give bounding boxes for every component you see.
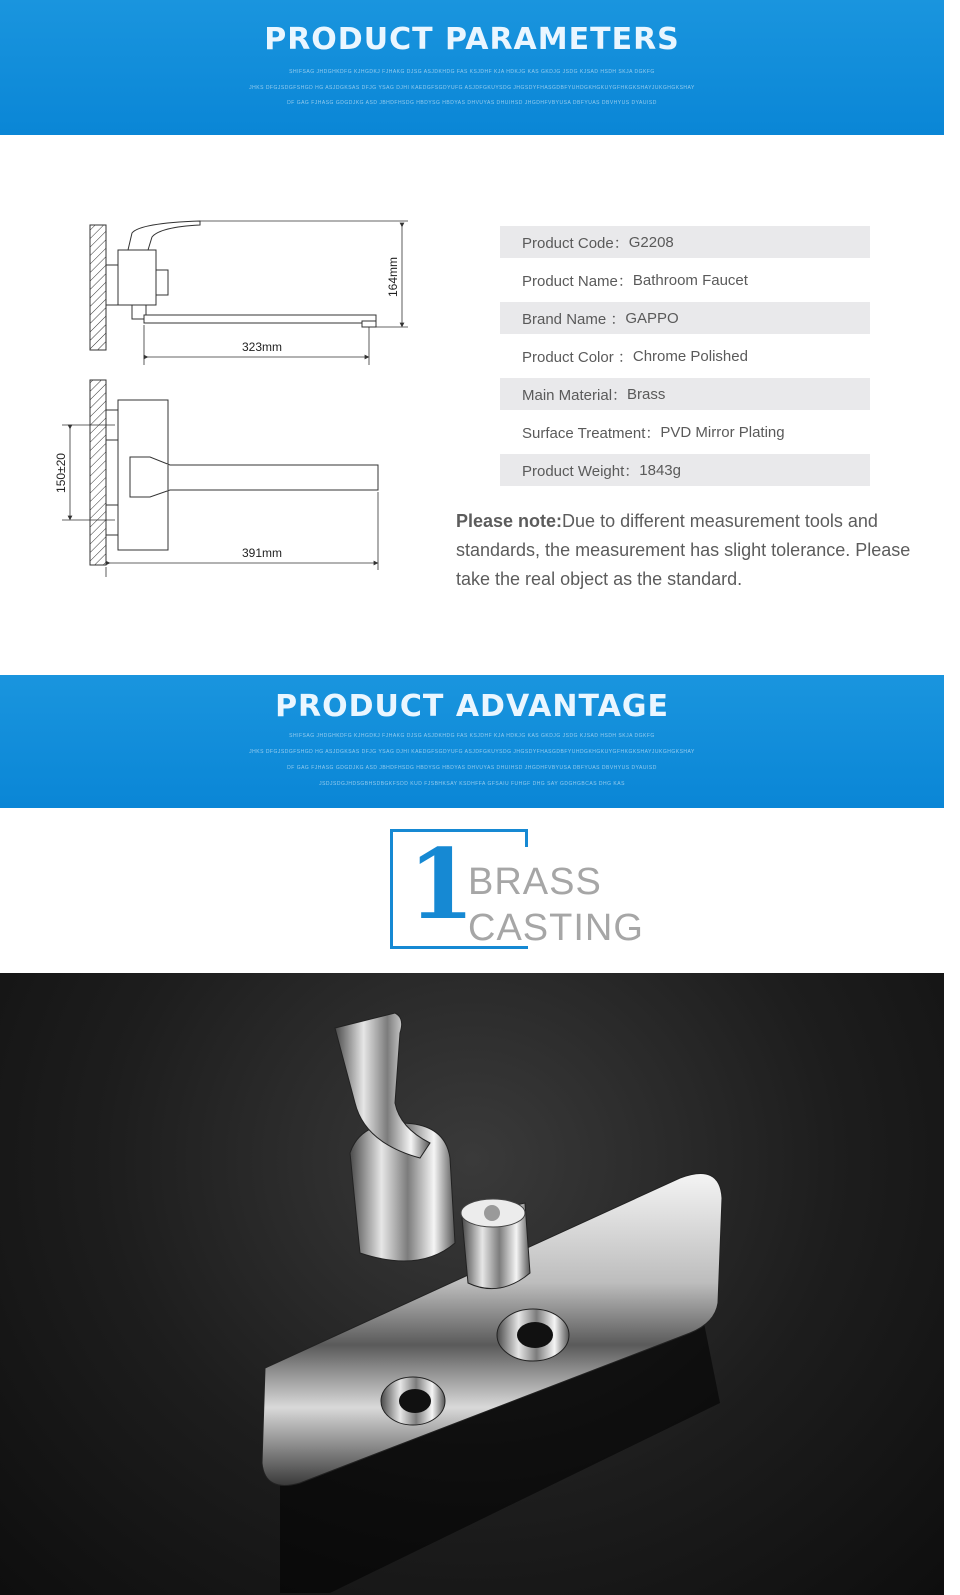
fine-print-line: DF GAG FJHASG GDGDJKG ASD JBHDFHSDG HBDYSG HBDYAS DHVUYAS DHUIHSD JHGDHFVBYUSA DBFYUAS DBVHYUS DYAUISD: [287, 765, 657, 771]
measurement-note: [456, 507, 916, 594]
advantage-heading: [390, 829, 650, 951]
product-parameters-banner: [0, 0, 944, 135]
param-row-product-code: [500, 226, 870, 258]
dimension-length-bottom-label: 391mm: [241, 546, 283, 560]
param-value: GAPPO: [625, 309, 679, 327]
fine-print-line: SHIFSAG JHDGHKDFG KJHGDKJ FJHAKG DJSG ASJDKHDG FAS KSJDHF KJA HDKJG KAS GKDJG JSDG KJSAD HSDH SKJA DGKFG: [289, 69, 655, 75]
dimension-length-top-label: 323mm: [241, 340, 283, 354]
param-value: G2208: [628, 233, 674, 251]
parameters-table: [500, 226, 870, 492]
fine-print-line: DF GAG FJHASG GDGDJKG ASD JBHDFHSDG HBDYSG HBDYAS DHVUYAS DHUIHSD JHGDHFVBYUSA DBFYUAS DBVHYUS DYAUISD: [287, 100, 657, 106]
advantage-number: 1: [408, 828, 475, 941]
param-label: Product Color ：: [522, 348, 633, 366]
param-row-product-name: [500, 264, 870, 296]
advantage-title: [468, 859, 644, 951]
section-title: PRODUCT PARAMETERS: [264, 22, 680, 57]
product-advantage-banner: [0, 675, 944, 808]
fine-print-line: JHKS DFGJSDGFSHGD HG ASJDGKSAS DFJG YSAG DJHI KAEDGFSGDYUFG ASJDFGKUYSDG JHGSDYFHASGDBFYUHDGKHGKUYGFHKGKSHAYJUKGHGKSHAY: [249, 749, 695, 755]
param-value: Brass: [627, 385, 666, 403]
advantage-title-line: BRASS: [468, 861, 602, 903]
fine-print-line: SHIFSAG JHDGHKDFG KJHGDKJ FJHAKG DJSG ASJDKHDG FAS KSJDHF KJA HDKJG KAS GKDJG JSDG KJSAD HSDH SKJA DGKFG: [289, 733, 655, 739]
fine-print-line: JSDJSDGJHDSGBHSDBGKFSDD KUD FJSBHKSAY KSDHFFA GFSAIU FUHGF DHG SAY GDGHGBCAS DHG KAS: [319, 781, 625, 787]
note-text: Due to different measurement tools and standards, the measurement has slight tolerance. Please take the real object as the standard.: [456, 511, 911, 589]
param-value: Chrome Polished: [632, 347, 748, 365]
dimension-height-label: 164mm: [386, 256, 400, 298]
param-value: Bathroom Faucet: [632, 271, 748, 289]
faucet-dimension-diagram: [40, 195, 440, 605]
param-label: Product Code：: [522, 234, 629, 252]
param-label: Main Material：: [522, 386, 628, 404]
param-label: Surface Treatment：: [522, 424, 661, 442]
param-value: PVD Mirror Plating: [660, 423, 785, 441]
faucet-product-photo: [0, 973, 944, 1595]
param-row-product-weight: [500, 454, 870, 486]
param-row-surface-treatment: [500, 416, 870, 448]
section-title: PRODUCT ADVANTAGE: [275, 689, 669, 724]
fine-print-line: JHKS DFGJSDGFSHGD HG ASJDGKSAS DFJG YSAG DJHI KAEDGFSGDYUFG ASJDFGKUYSDG JHGSDYFHASGDBFYUHDGKHGKUYGFHKGKSHAYJUKGHGKSHAY: [249, 85, 695, 91]
advantage-title-line: CASTING: [468, 907, 644, 949]
param-label: Product Weight：: [522, 462, 640, 480]
note-lead: Please note:: [456, 511, 563, 531]
param-value: 1843g: [639, 461, 681, 479]
param-label: Product Name：: [522, 272, 633, 290]
param-row-main-material: [500, 378, 870, 410]
param-label: Brand Name ：: [522, 310, 626, 328]
dimension-center-label: 150±20: [54, 453, 68, 493]
param-row-product-color: [500, 340, 870, 372]
param-row-brand-name: [500, 302, 870, 334]
